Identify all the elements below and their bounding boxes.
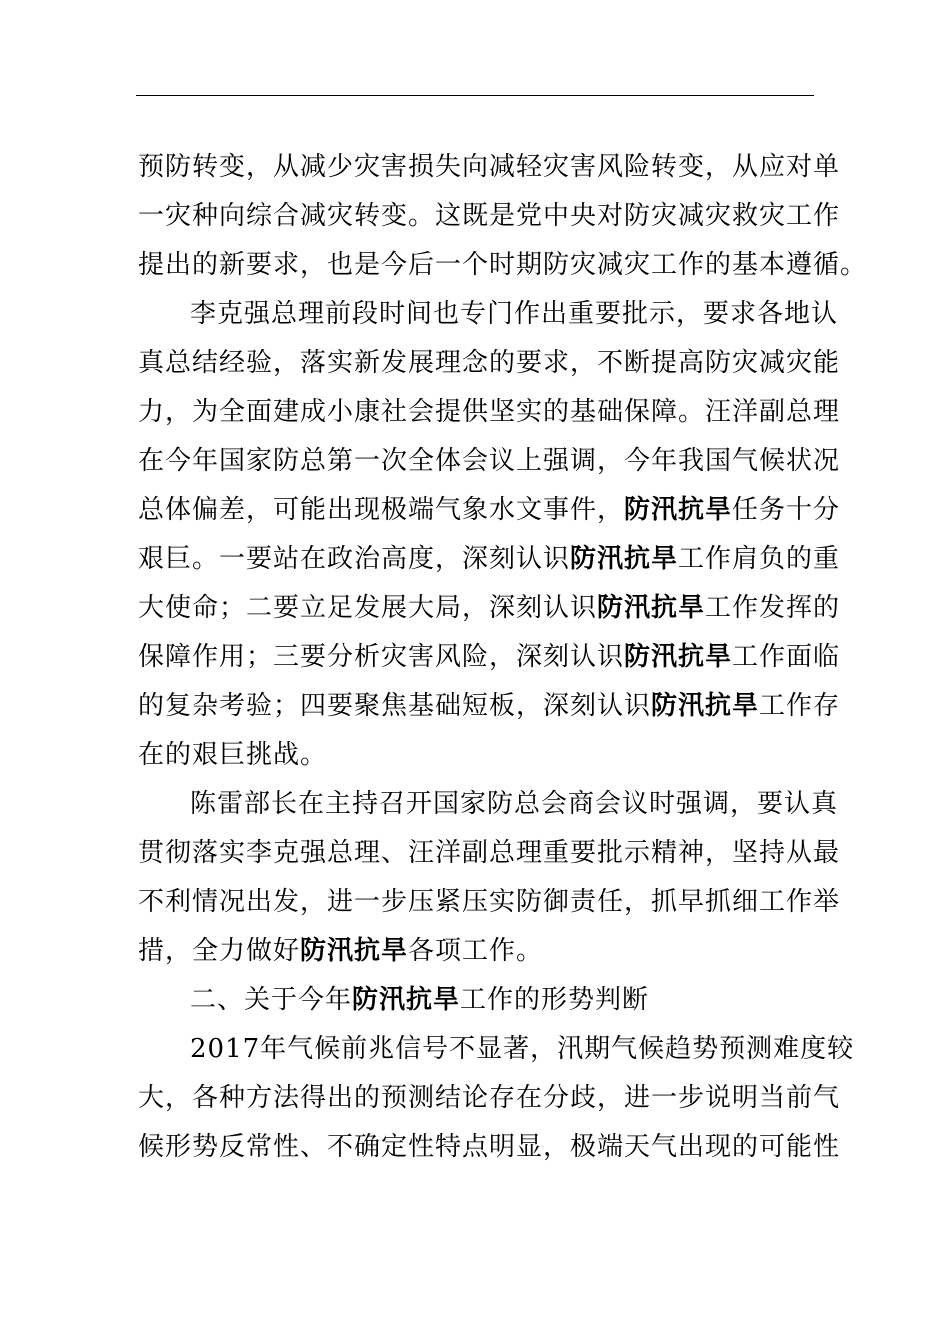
text-line: 大使命；二要立足发展大局，深刻认识防汛抗旱工作发挥的 — [138, 593, 841, 623]
text-line: 真总结经验，落实新发展理念的要求，不断提高防灾减灾能 — [138, 348, 841, 378]
text-line: 总体偏差，可能出现极端气象水文事件，防汛抗旱任务十分 — [138, 495, 841, 525]
text-line: 的复杂考验；四要聚焦基础短板，深刻认识防汛抗旱工作存 — [138, 691, 841, 721]
text-line: 二、关于今年防汛抗旱工作的形势判断 — [190, 985, 650, 1015]
highlight-term: 防汛抗旱 — [597, 593, 706, 623]
text-line: 2017年气候前兆信号不显著，汛期气候趋势预测难度较 — [190, 1034, 855, 1064]
text-line: 大，各种方法得出的预测结论存在分歧，进一步说明当前气 — [138, 1083, 841, 1113]
text-line: 措，全力做好防汛抗旱各项工作。 — [138, 936, 544, 966]
highlight-term: 防汛抗旱 — [651, 691, 760, 721]
paragraph — [138, 780, 841, 976]
text-line: 候形势反常性、不确定性特点明显，极端天气出现的可能性 — [138, 1132, 841, 1162]
paragraph — [138, 290, 841, 780]
text-line: 保障作用；三要分析灾害风险，深刻认识防汛抗旱工作面临 — [138, 642, 841, 672]
highlight-term: 防汛抗旱 — [352, 985, 461, 1015]
text-line: 预防转变，从减少灾害损失向减轻灾害风险转变，从应对单 — [138, 152, 841, 182]
paragraph — [138, 1025, 855, 1172]
text-line: 李克强总理前段时间也专门作出重要批示，要求各地认 — [190, 299, 839, 329]
text-line: 一灾种向综合减灾转变。这既是党中央对防灾减灾救灾工作 — [138, 201, 841, 231]
text-line: 陈雷部长在主持召开国家防总会商会议时强调，要认真 — [190, 789, 839, 819]
text-line: 在今年国家防总第一次全体会议上强调，今年我国气候状况 — [138, 446, 841, 476]
highlight-term: 防汛抗旱 — [300, 936, 409, 966]
highlight-term: 防汛抗旱 — [624, 495, 733, 525]
text-line: 提出的新要求，也是今后一个时期防灾减灾工作的基本遵循。 — [138, 250, 868, 280]
highlight-term: 防汛抗旱 — [570, 544, 679, 574]
text-line: 在的艰巨挑战。 — [138, 740, 328, 770]
header-rule — [136, 95, 814, 96]
paragraph — [138, 143, 868, 290]
document-body — [138, 143, 868, 1172]
text-line: 不利情况出发，进一步压紧压实防御责任，抓早抓细工作举 — [138, 887, 841, 917]
section-heading — [138, 976, 816, 1025]
text-line: 贯彻落实李克强总理、汪洋副总理重要批示精神，坚持从最 — [138, 838, 841, 868]
text-line: 力，为全面建成小康社会提供坚实的基础保障。汪洋副总理 — [138, 397, 841, 427]
text-line: 艰巨。一要站在政治高度，深刻认识防汛抗旱工作肩负的重 — [138, 544, 841, 574]
highlight-term: 防汛抗旱 — [624, 642, 733, 672]
